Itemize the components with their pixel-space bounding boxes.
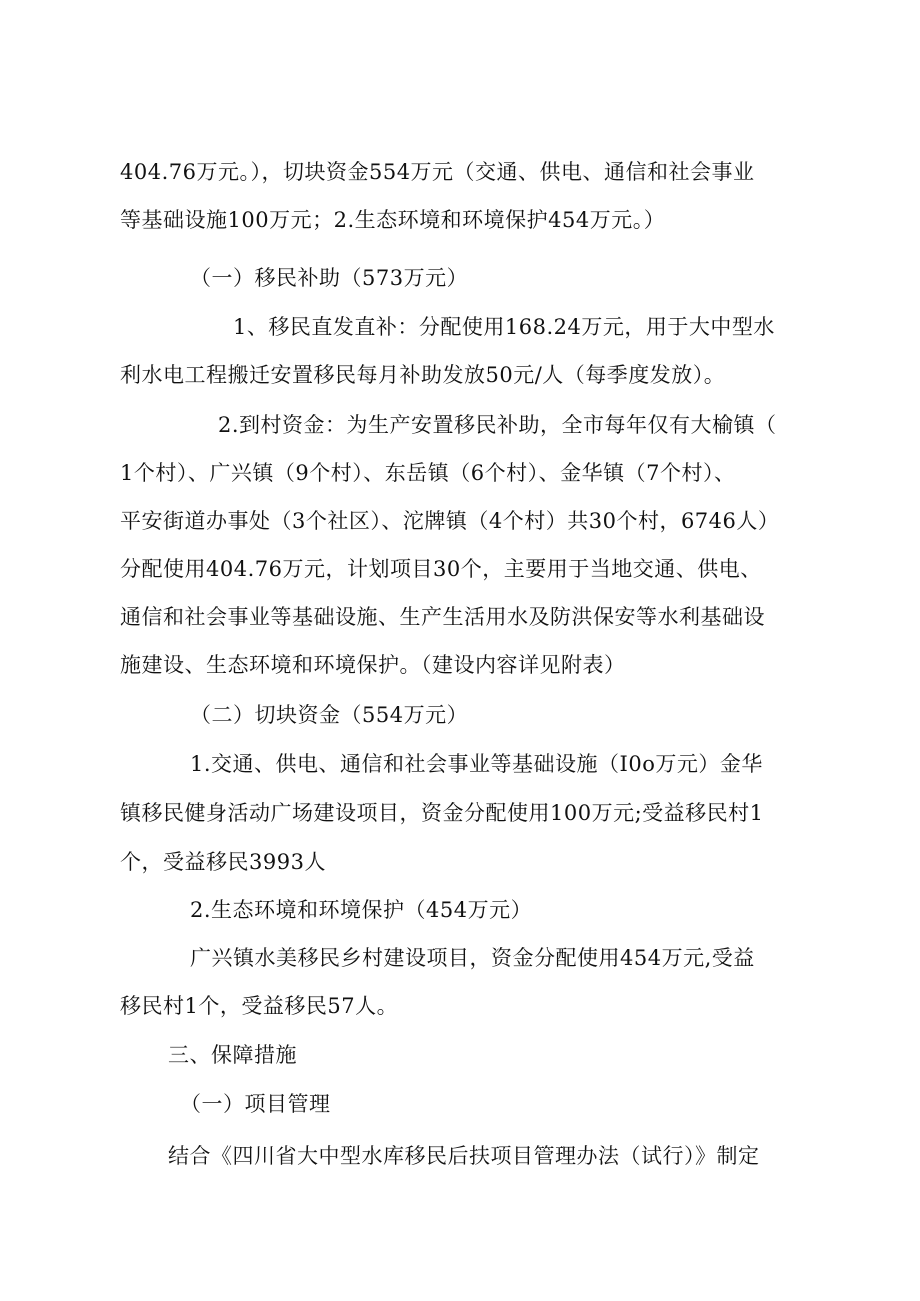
paragraph-line-21: 结合《四川省大中型水库移民后扶项目管理办法（试行）》制定 [168,1144,760,1168]
paragraph-line-14: 镇移民健身活动广场建设项目，资金分配使用100万元;受益移民村1 [120,801,764,825]
paragraph-line-6: 2.到村资金：为生产安置移民补助，全市每年仅有大榆镇（ [218,413,777,437]
paragraph-line-16: 2.生态环境和环境保护（454万元） [190,898,533,922]
paragraph-line-9: 分配使用404.76万元，计划项目30个，主要用于当地交通、供电、 [120,557,762,581]
paragraph-line-8: 平安街道办事处（3个社区）、沱牌镇（4个村）共30个村，6746人） [120,509,780,533]
section-heading-project-management: （一）项目管理 [180,1092,331,1116]
paragraph-line-1: 404.76万元。），切块资金554万元（交通、供电、通信和社会事业 [120,160,755,184]
section-heading-safeguards: 三、保障措施 [168,1043,297,1067]
paragraph-line-13: 1.交通、供电、通信和社会事业等基础设施（I0o万元）金华 [190,752,763,776]
paragraph-line-4: 1、移民直发直补：分配使用168.24万元，用于大中型水 [233,315,775,339]
section-heading-block-funds: （二）切块资金（554万元） [190,703,469,727]
paragraph-line-2: 等基础设施100万元；2.生态环境和环境保护454万元。） [120,208,666,232]
paragraph-line-17: 广兴镇水美移民乡村建设项目，资金分配使用454万元,受益 [190,946,755,970]
paragraph-line-11: 施建设、生态环境和环境保护。（建设内容详见附表） [120,653,626,677]
paragraph-line-15: 个，受益移民3993人 [120,850,326,874]
paragraph-line-7: 1个村）、广兴镇（9个村）、东岳镇（6个村）、金华镇（7个村）、 [120,461,736,485]
section-heading-migrant-subsidy: （一）移民补助（573万元） [190,266,469,290]
paragraph-line-18: 移民村1个，受益移民57人。 [120,994,399,1018]
paragraph-line-5: 利水电工程搬迁安置移民每月补助发放50元/人（每季度发放）。 [120,363,726,387]
paragraph-line-10: 通信和社会事业等基础设施、生产生活用水及防洪保安等水利基础设 [120,605,765,629]
